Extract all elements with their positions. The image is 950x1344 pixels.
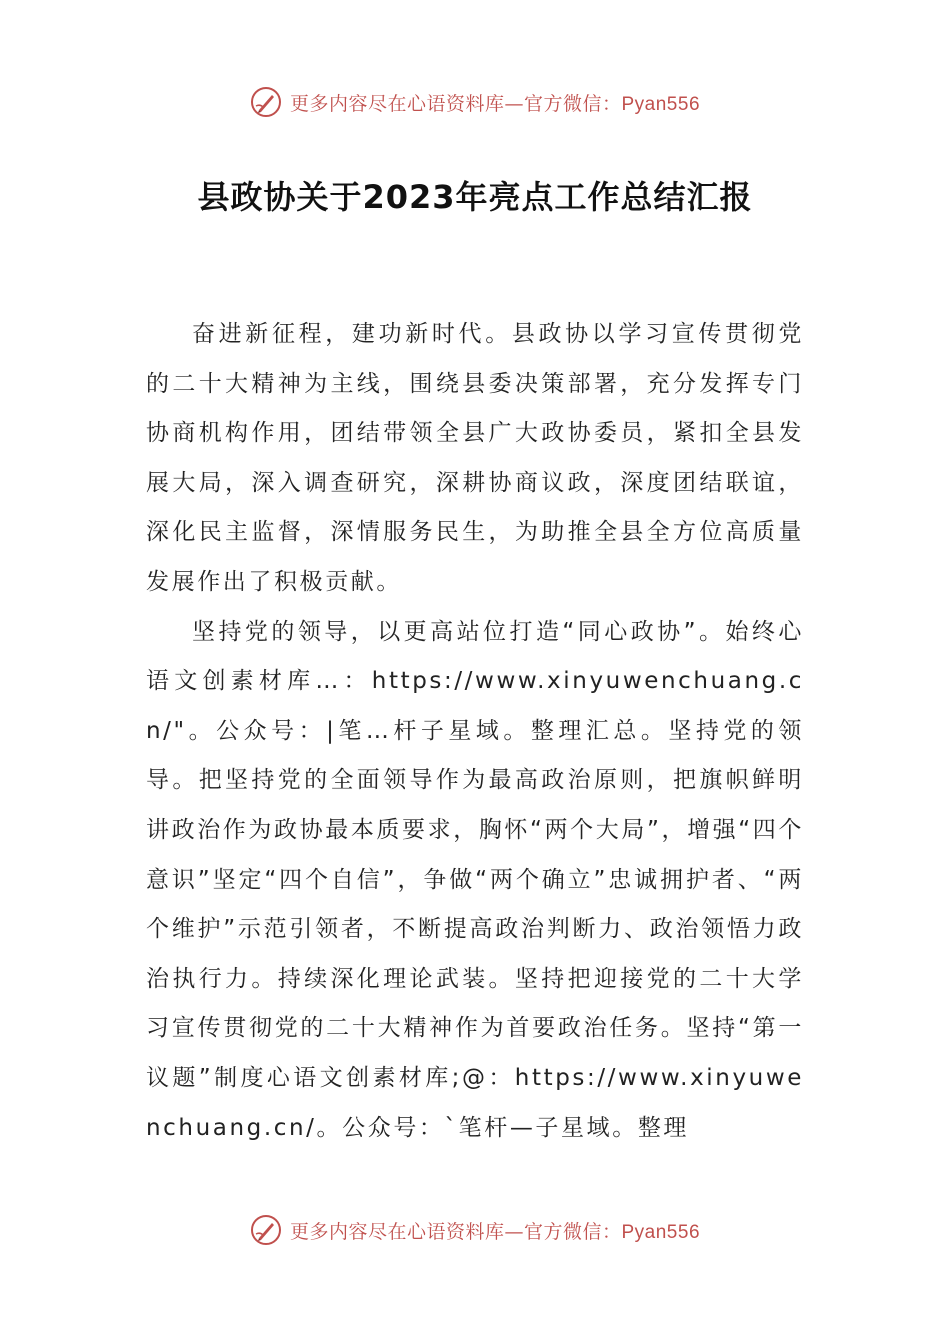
banner-text: 更多内容尽在心语资料库—官方微信： [289, 1220, 622, 1243]
footer-banner [0, 1208, 950, 1252]
wechat-id: Pyan556 [621, 1221, 701, 1243]
paragraph-party-leadership: 坚持党的领导，以更高站位打造“同心政协”。始终心语文创素材库…：https://www.xinyuwenchuang.cn/"。公众号：|笔…杆子星域。整理汇总。坚持党的领导。把坚持党的全面领导作为最高政治原则，把旗帜鲜明讲政治作为政协最本质要求，胸怀“两个大局”，增强“四个意识”坚定“四个自信”，争做“两个确立”忠诚拥护者、“两个维护”示范引领者，不断提高政治判断力、政治领悟力政治执行力。持续深化理论武装。坚持把迎接党的二十大学习宣传贯彻党的二十大精神作为首要政治任务。坚持“第一议题”制度心语文创素材库;@：https://www.xinyuwenchuang.cn/。公众号：`笔杆—子星域。整理 [146, 618, 804, 1141]
banner-message [290, 1217, 700, 1244]
banner-text: 更多内容尽在心语资料库—官方微信： [289, 92, 622, 115]
header-banner [0, 80, 950, 124]
paragraph-intro: 奋进新征程，建功新时代。县政协以学习宣传贯彻党的二十大精神为主线，围绕县委决策部署，充分发挥专门协商机构作用，团结带领全县广大政协委员，紧扣全县发展大局，深入调查研究，深耕协商议政，深度团结联谊，深化民主监督，深情服务民生，为助推全县全方位高质量发展作出了积极贡献。 [146, 321, 804, 595]
quill-pen-logo-icon [250, 1214, 282, 1246]
banner-message [290, 89, 700, 116]
document-title: 县政协关于2023年亮点工作总结汇报 [197, 178, 753, 216]
wechat-id: Pyan556 [621, 93, 701, 115]
quill-pen-logo-icon [250, 86, 282, 118]
document-body [146, 310, 804, 1153]
